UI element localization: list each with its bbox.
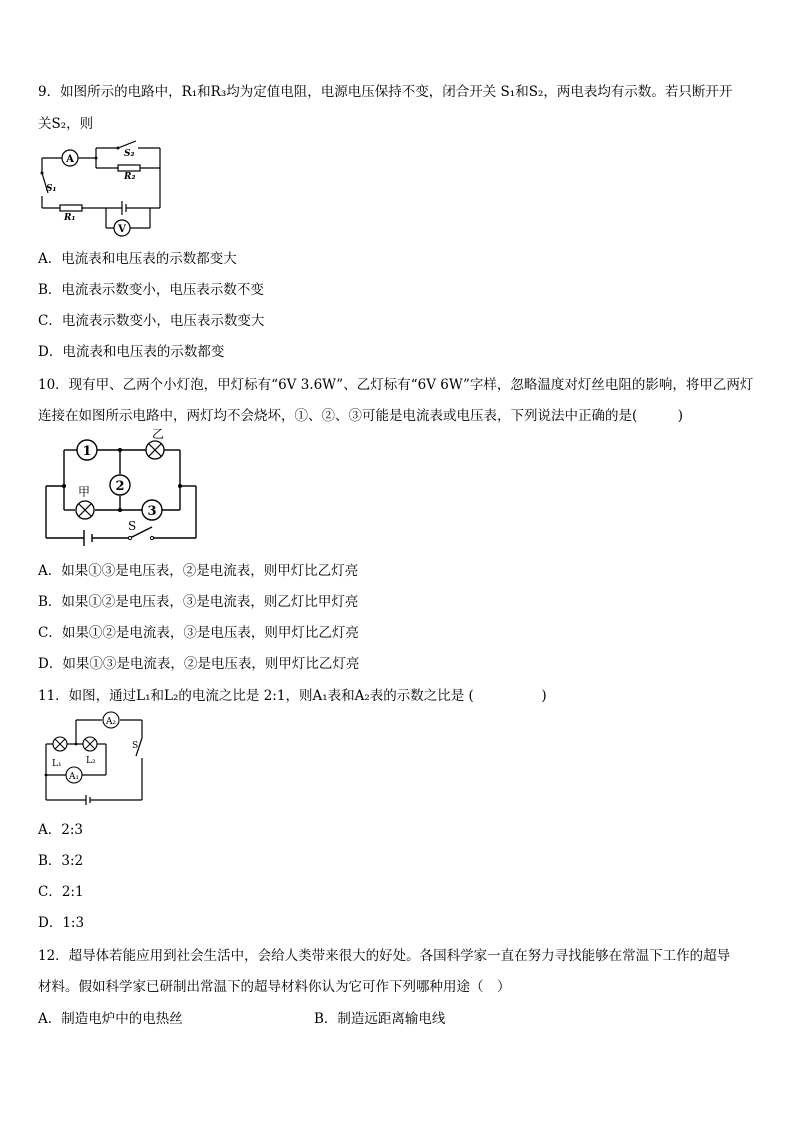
q10-stem-line2: 连接在如图所示电路中，两灯均不会烧坏，①、②、③可能是电流表或电压表，下列说法中正确的是( ) <box>38 408 684 424</box>
q10-option-b[interactable]: B．如果①②是电压表，③是电流表，则乙灯比甲灯亮 <box>38 594 359 610</box>
q10-option-d[interactable]: D．如果①③是电流表，②是电压表，则甲灯比乙灯亮 <box>38 656 360 672</box>
q9-circuit-diagram <box>36 138 172 236</box>
q11-lamp-l2-icon <box>83 737 97 751</box>
q9-s1-label: S₁ <box>46 184 57 194</box>
q10-meter-3-label: 3 <box>147 504 157 519</box>
q10-lamp-jia-icon <box>76 501 94 519</box>
q10-stem-line1: 10．现有甲、乙两个小灯泡，甲灯标有“6V 3.6W”、乙灯标有“6V 6W”字样，忽略温度对灯丝电阻的影响，将甲乙两灯 <box>38 377 754 393</box>
q12-option-b[interactable]: B．制造远距离输电线 <box>314 1011 446 1027</box>
q9-option-c[interactable]: C．电流表示数变小，电压表示数变大 <box>38 313 265 329</box>
q9-r2-label: R₂ <box>124 172 136 182</box>
q9-stem-line2: 关S₂，则 <box>38 116 94 132</box>
q10-switch-label: S <box>128 519 137 533</box>
q9-stem-line1: 9．如图所示的电路中，R₁和R₃均为定值电阻，电源电压保持不变，闭合开关 S₁和S₂，两电表均有示数。若只断开开 <box>38 84 733 100</box>
q11-l1-label: L₁ <box>52 759 62 769</box>
q9-option-d[interactable]: D．电流表和电压表的示数都变 <box>38 344 225 360</box>
q12-stem-line2: 材料。假如科学家已研制出常温下的超导材料你认为它可作下列哪种用途（ ） <box>38 979 511 995</box>
q10-lamp-jia-label: 甲 <box>78 485 91 499</box>
q11-circuit-diagram <box>40 710 150 806</box>
q9-voltmeter-label: V <box>118 224 126 235</box>
q12-option-a[interactable]: A．制造电炉中的电热丝 <box>38 1011 183 1027</box>
q10-option-c[interactable]: C．如果①②是电流表，③是电压表，则甲灯比乙灯亮 <box>38 625 359 641</box>
q9-r1-label: R₁ <box>64 213 76 223</box>
q11-option-b[interactable]: B．3:2 <box>38 853 84 869</box>
q11-option-c[interactable]: C．2:1 <box>38 884 84 900</box>
q9-ammeter-label: A <box>66 154 74 165</box>
q10-meter-1-label: 1 <box>82 444 92 459</box>
q10-meter-2-label: 2 <box>115 479 125 494</box>
q9-option-b[interactable]: B．电流表示数变小，电压表示数不变 <box>38 282 264 298</box>
q9-option-a[interactable]: A．电流表和电压表的示数都变大 <box>38 251 237 267</box>
q10-lamp-yi-icon <box>146 441 164 459</box>
q9-s2-label: S₂ <box>124 149 135 159</box>
q11-lamp-l1-icon <box>53 737 67 751</box>
q11-stem-line1: 11．如图，通过L₁和L₂的电流之比是 2:1，则A₁表和A₂表的示数之比是 ( ) <box>38 688 547 704</box>
q11-l2-label: L₂ <box>86 756 96 766</box>
q11-switch-label: S <box>132 741 139 751</box>
q11-a2-meter-label: A₂ <box>105 717 117 727</box>
q10-circuit-diagram <box>40 427 202 552</box>
q10-lamp-yi-label: 乙 <box>152 427 165 441</box>
q10-option-a[interactable]: A．如果①③是电压表，②是电流表，则甲灯比乙灯亮 <box>38 563 359 579</box>
q12-stem-line1: 12．超导体若能应用到社会生活中，会给人类带来很大的好处。各国科学家一直在努力寻找能够在常温下工作的超导 <box>38 948 731 964</box>
q11-option-a[interactable]: A．2:3 <box>38 822 83 838</box>
q11-option-d[interactable]: D．1:3 <box>38 915 85 931</box>
q11-a1-meter-label: A₁ <box>68 772 80 782</box>
